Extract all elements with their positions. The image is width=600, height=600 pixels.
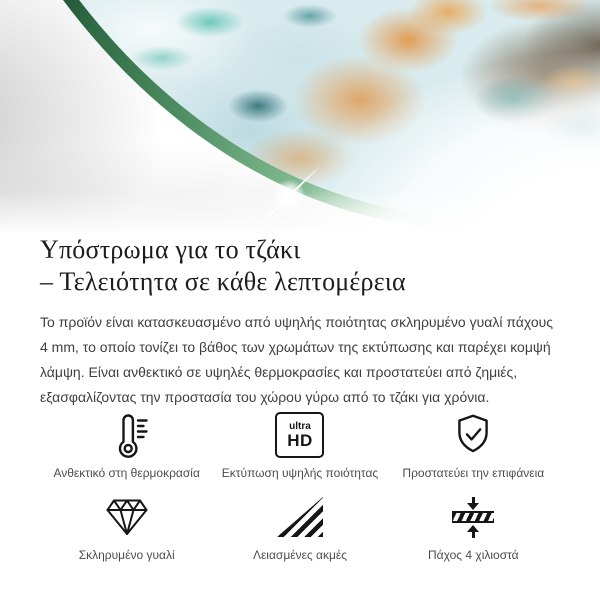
content-area <box>0 232 600 562</box>
ultra-hd-badge-bottom-text: HD <box>287 430 313 450</box>
thermometer-icon <box>103 412 151 458</box>
feature-label: Εκτύπωση υψηλής ποιότητας <box>221 466 379 480</box>
feature-thickness <box>387 494 560 562</box>
shield-check-icon <box>449 412 497 458</box>
diamond-icon <box>103 494 151 540</box>
feature-protects-surface <box>387 412 560 480</box>
ultra-hd-icon <box>275 412 324 458</box>
feature-hd-print <box>213 412 386 480</box>
features-grid <box>40 412 560 562</box>
feature-temperature-resistant <box>40 412 213 480</box>
feature-polished-edges <box>213 494 386 562</box>
feature-label: Προστατεύει την επιφάνεια <box>402 466 545 480</box>
feature-label: Πάχος 4 χιλιοστά <box>428 548 519 562</box>
glass-cross-section <box>452 511 494 523</box>
page-title <box>40 234 560 298</box>
ultra-hd-badge-top-text: ultra <box>289 420 311 432</box>
ultra-hd-badge <box>275 412 324 458</box>
page-title-line2: – Τελειότητα σε κάθε λεπτομέρεια <box>40 267 406 296</box>
arrow-up-stem <box>472 532 475 538</box>
arrow-down-icon <box>467 503 479 510</box>
sparkle-glow <box>272 179 306 213</box>
thickness-icon <box>452 494 494 540</box>
feature-label: Λειασμένες ακμές <box>252 548 348 562</box>
feature-tempered-glass <box>40 494 213 562</box>
product-image <box>0 0 600 232</box>
page-title-line1: Υπόστρωμα για το τζάκι <box>40 235 301 264</box>
feature-label: Ανθεκτικό στη θερμοκρασία <box>53 466 200 480</box>
arrow-up-icon <box>467 525 479 532</box>
striped-triangle <box>277 497 323 537</box>
thickness-diagram <box>452 497 494 538</box>
product-description-text: Το προϊόν είναι κατασκευασμένο από υψηλής ποιότητας σκληρυμένο γυαλί πάχους 4 mm, το οποίο τονίζει το βάθος των χρωμάτων της εκτύπωσης και παρέχει κομψή λάμψη. Είναι ανθεκτικό σε υψηλές θερμοκρασίες και προστατεύει από ζημιές, εξασφαλίζοντας την προστασία του χώρου γύρω από το τζάκι για χρόνια. <box>40 314 554 405</box>
polished-edges-icon <box>277 494 323 540</box>
feature-label: Σκληρυμένο γυαλί <box>78 548 175 562</box>
